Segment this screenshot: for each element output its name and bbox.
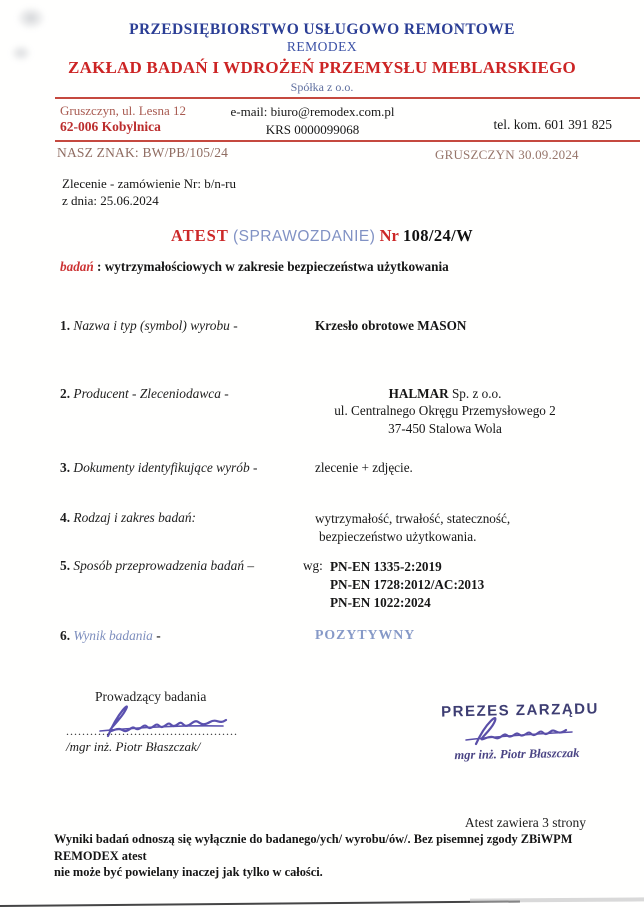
item-5-number: 5.: [60, 558, 71, 573]
producer-address-1: ul. Centralnego Okręgu Przemysłowego 2: [334, 403, 556, 419]
producer-name-line: [295, 385, 595, 402]
item-1-text: Nazwa i typ (symbol) wyrobu -: [73, 318, 238, 333]
address-street: Gruszczyn, ul. Lesna 12: [60, 103, 186, 118]
order-info: [62, 176, 236, 209]
item-3-value: zlecenie + zdjęcie.: [315, 460, 413, 475]
norm-3: PN-EN 1022:2024: [330, 594, 431, 610]
signature-dotted-line: ...........................................: [66, 724, 238, 738]
document-title: [0, 226, 644, 246]
norm-2: PN-EN 1728:2012/AC:2013: [330, 576, 485, 592]
address-city: 62-006 Kobylnica: [60, 119, 161, 134]
company-name: PRZEDSIĘBIORSTWO USŁUGOWO REMONTOWE: [129, 21, 515, 38]
pages-note: Atest zawiera 3 strony: [464, 815, 586, 830]
item-4-text: Rodzaj i zakres badań:: [73, 510, 197, 525]
scope-line-1: wytrzymałość, trwałość, stateczność,: [315, 511, 511, 526]
item-3-text: Dokumenty identyfikujące wyrób -: [73, 460, 258, 475]
title-atest: ATEST: [170, 226, 229, 245]
examiner-title: Prowadzący badania: [95, 689, 207, 704]
reference-mark: NASZ ZNAK: BW/PB/105/24: [57, 145, 229, 160]
scan-edge-artifact: [470, 897, 644, 902]
item-6-text: Wynik badania: [73, 628, 153, 643]
wg-label: wg:: [303, 558, 323, 573]
scope-line-2: bezpieczeństwo użytkowania.: [319, 528, 477, 544]
test-result: POZYTYWNY: [315, 627, 416, 642]
department-name: ZAKŁAD BADAŃ I WDROŻEŃ PRZEMYSŁU MEBLARSKIEGO: [68, 58, 576, 78]
item-4-number: 4.: [60, 510, 71, 525]
subtitle-text: : wytrzymałościowych w zakresie bezpieczeństwa użytkowania: [97, 259, 449, 274]
president-stamp-title: PREZES ZARZĄDU: [440, 700, 599, 721]
order-number-line: Zlecenie - zamówienie Nr: b/n-ru: [62, 176, 236, 191]
phone-line: tel. kom. 601 391 825: [493, 117, 612, 132]
item-1-label: [60, 318, 238, 334]
email-line: e-mail: biuro@remodex.com.pl: [230, 104, 395, 119]
item-2-value: [295, 385, 595, 437]
item-2-text: Producent - Zleceniodawca -: [73, 386, 229, 401]
subtitle-badan: badań: [60, 259, 94, 274]
letterhead: [0, 20, 644, 95]
title-sprawozdanie: (SPRAWOZDANIE): [232, 228, 376, 245]
item-6-label: [60, 628, 161, 644]
president-signature-scribble: [452, 710, 582, 750]
item-1-value: Krzesło obrotowe MASON: [315, 318, 467, 333]
producer-suffix: Sp. z o.o.: [448, 386, 502, 401]
item-5-label: [60, 558, 254, 574]
red-divider: [55, 97, 640, 99]
krs-line: KRS 0000099068: [265, 121, 360, 137]
item-3-label: [60, 460, 257, 476]
item-6-dash: -: [156, 628, 161, 643]
title-nr: Nr: [379, 226, 399, 245]
item-5-value: [330, 558, 484, 611]
item-2-number: 2.: [60, 386, 71, 401]
scan-edge-artifact: [0, 900, 520, 907]
item-4-label: [60, 510, 196, 526]
producer-name: HALMAR: [388, 386, 449, 401]
item-4-value: [315, 510, 510, 546]
order-date-line: z dnia: 25.06.2024: [62, 192, 159, 208]
item-1-number: 1.: [60, 318, 71, 333]
red-divider: [55, 140, 640, 142]
document-subtitle: [60, 259, 449, 275]
norm-1: PN-EN 1335-2:2019: [330, 559, 442, 574]
disclaimer: [54, 831, 599, 881]
producer-address-2: 37-450 Stalowa Wola: [388, 420, 502, 436]
item-3-number: 3.: [60, 460, 71, 475]
item-2-label: [60, 386, 229, 402]
president-stamp-name: mgr inż. Piotr Błaszczak: [454, 745, 580, 763]
contact-center-column: [185, 103, 440, 138]
disclaimer-line-1: Wyniki badań odnoszą się wyłącznie do badanego/ych/ wyrobu/ów/. Bez pisemnej zgody ZBiWPM REMODEX atest: [54, 832, 573, 863]
disclaimer-line-2: nie może być powielany inaczej jak tylko w całości.: [54, 865, 323, 880]
examiner-name: /mgr inż. Piotr Błaszczak/: [66, 739, 201, 754]
company-brand: REMODEX: [286, 39, 358, 55]
place-and-date: GRUSZCZYN 30.09.2024: [435, 147, 579, 162]
company-legal-form: Spółka z o.o.: [290, 79, 354, 94]
item-5-text: Sposób przeprowadzenia badań –: [73, 558, 255, 573]
item-6-number: 6.: [60, 628, 71, 643]
title-number: 108/24/W: [402, 226, 474, 245]
